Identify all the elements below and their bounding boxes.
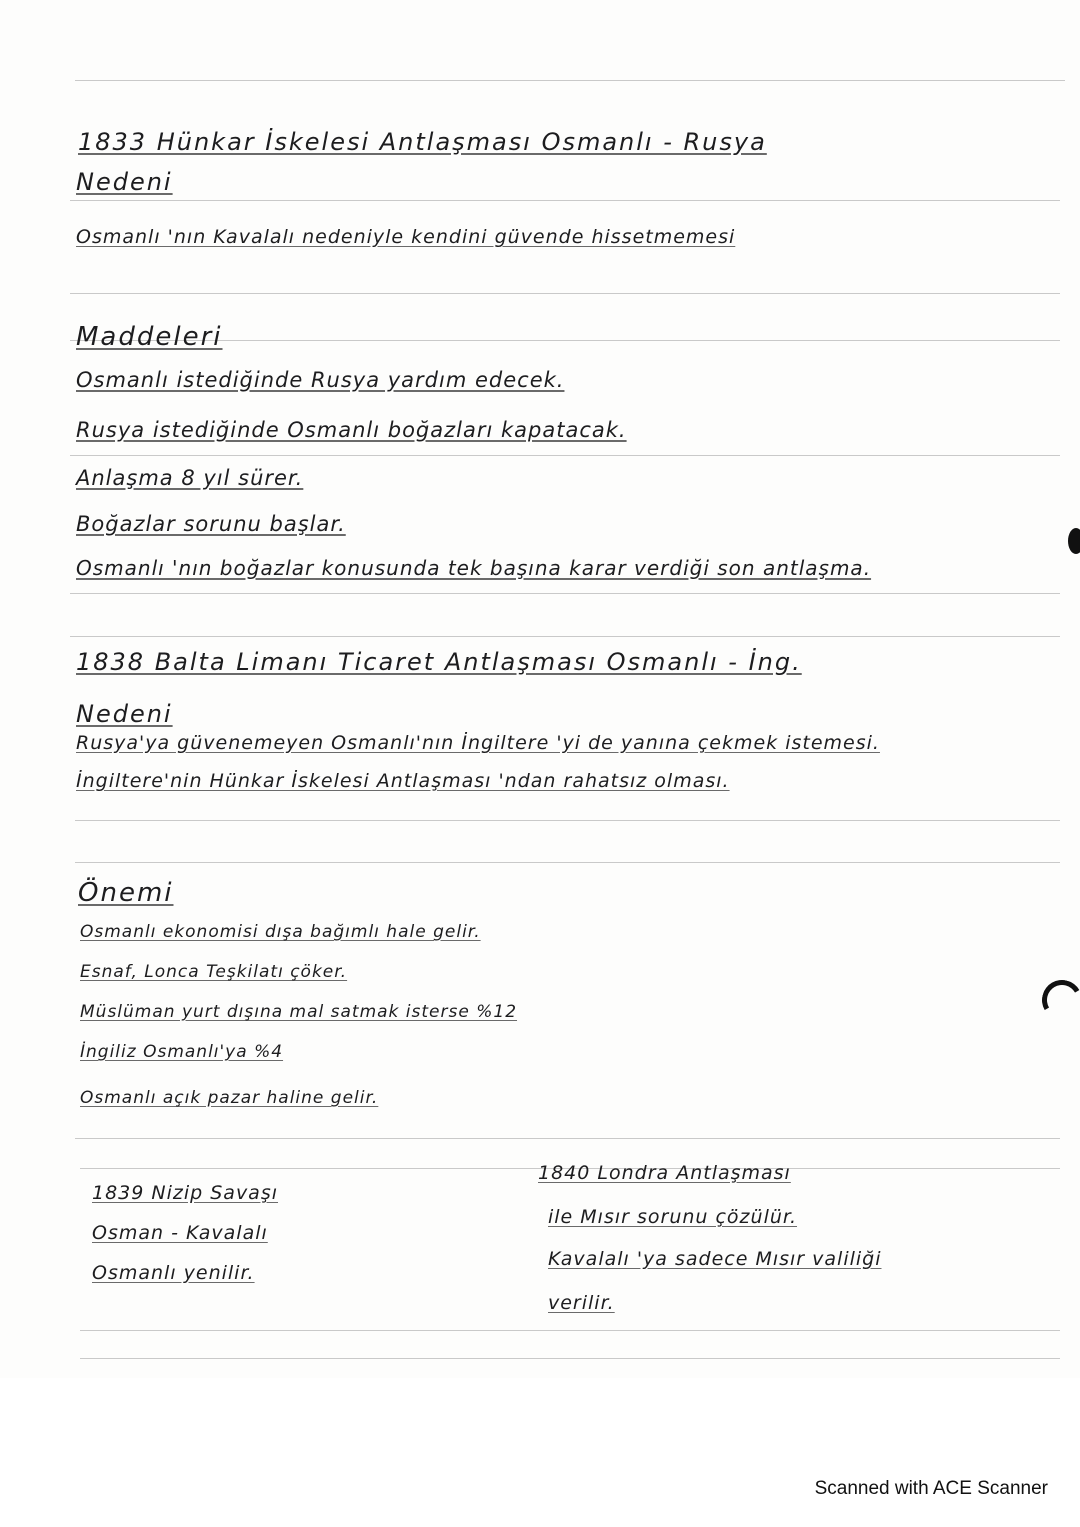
section1-cause: Osmanlı 'nın Kavalalı nedeniyle kendini güvende hissetmemesi [76, 226, 736, 248]
section4-title: 1840 Londra Antlaşması [538, 1162, 791, 1184]
section1-article-4: Boğazlar sorunu başlar. [76, 512, 346, 536]
ruled-line [70, 455, 1060, 456]
section2-title: 1838 Balta Limanı Ticaret Antlaşması Osmanlı - İng. [76, 648, 802, 676]
section2-importance-5: Osmanlı açık pazar haline gelir. [80, 1088, 379, 1108]
section2-importance-label: Önemi [78, 878, 174, 908]
ruled-line [75, 80, 1065, 81]
section1-article-5: Osmanlı 'nın boğazlar konusunda tek başına karar verdiği son antlaşma. [76, 556, 872, 580]
binder-hole-mark [1068, 528, 1080, 554]
section2-importance-4: İngiliz Osmanlı'ya %4 [80, 1042, 284, 1062]
section3-title: 1839 Nizip Savaşı [92, 1182, 279, 1204]
section2-cause-2: İngiltere'nin Hünkar İskelesi Antlaşması 'ndan rahatsız olması. [76, 770, 730, 792]
ruled-line [70, 293, 1060, 294]
section2-cause-label: Nedeni [76, 700, 173, 728]
ruled-line [70, 200, 1060, 201]
section2-cause-1: Rusya'ya güvenemeyen Osmanlı'nın İngiltere 'yi de yanına çekmek istemesi. [76, 732, 880, 754]
section1-article-3: Anlaşma 8 yıl sürer. [76, 466, 304, 490]
ruled-line [80, 1358, 1060, 1359]
ruled-line [70, 636, 1060, 637]
section2-importance-1: Osmanlı ekonomisi dışa bağımlı hale gelir. [80, 922, 481, 942]
section4-line-3: verilir. [548, 1292, 615, 1314]
section3-sides: Osman - Kavalalı [92, 1222, 268, 1244]
section2-importance-2: Esnaf, Lonca Teşkilatı çöker. [80, 962, 348, 982]
section4-line-2: Kavalalı 'ya sadece Mısır valiliği [548, 1248, 882, 1270]
ruled-line [80, 1330, 1060, 1331]
section4-line-1: ile Mısır sorunu çözülür. [548, 1206, 798, 1228]
section2-importance-3: Müslüman yurt dışına mal satmak isterse %12 [80, 1002, 518, 1022]
section1-title: 1833 Hünkar İskelesi Antlaşması Osmanlı - Rusya [78, 128, 767, 156]
section1-article-1: Osmanlı istediğinde Rusya yardım edecek. [76, 368, 565, 392]
section1-cause-label: Nedeni [76, 168, 173, 196]
section3-result: Osmanlı yenilir. [92, 1262, 255, 1284]
binder-ring-mark [1038, 976, 1080, 1025]
ruled-line [75, 862, 1060, 863]
ruled-line [75, 1138, 1060, 1139]
ruled-line [75, 820, 1060, 821]
section1-articles-label: Maddeleri [76, 322, 223, 352]
section1-article-2: Rusya istediğinde Osmanlı boğazları kapatacak. [76, 418, 627, 442]
scanner-watermark: Scanned with ACE Scanner [814, 1478, 1048, 1499]
ruled-line [70, 593, 1060, 594]
